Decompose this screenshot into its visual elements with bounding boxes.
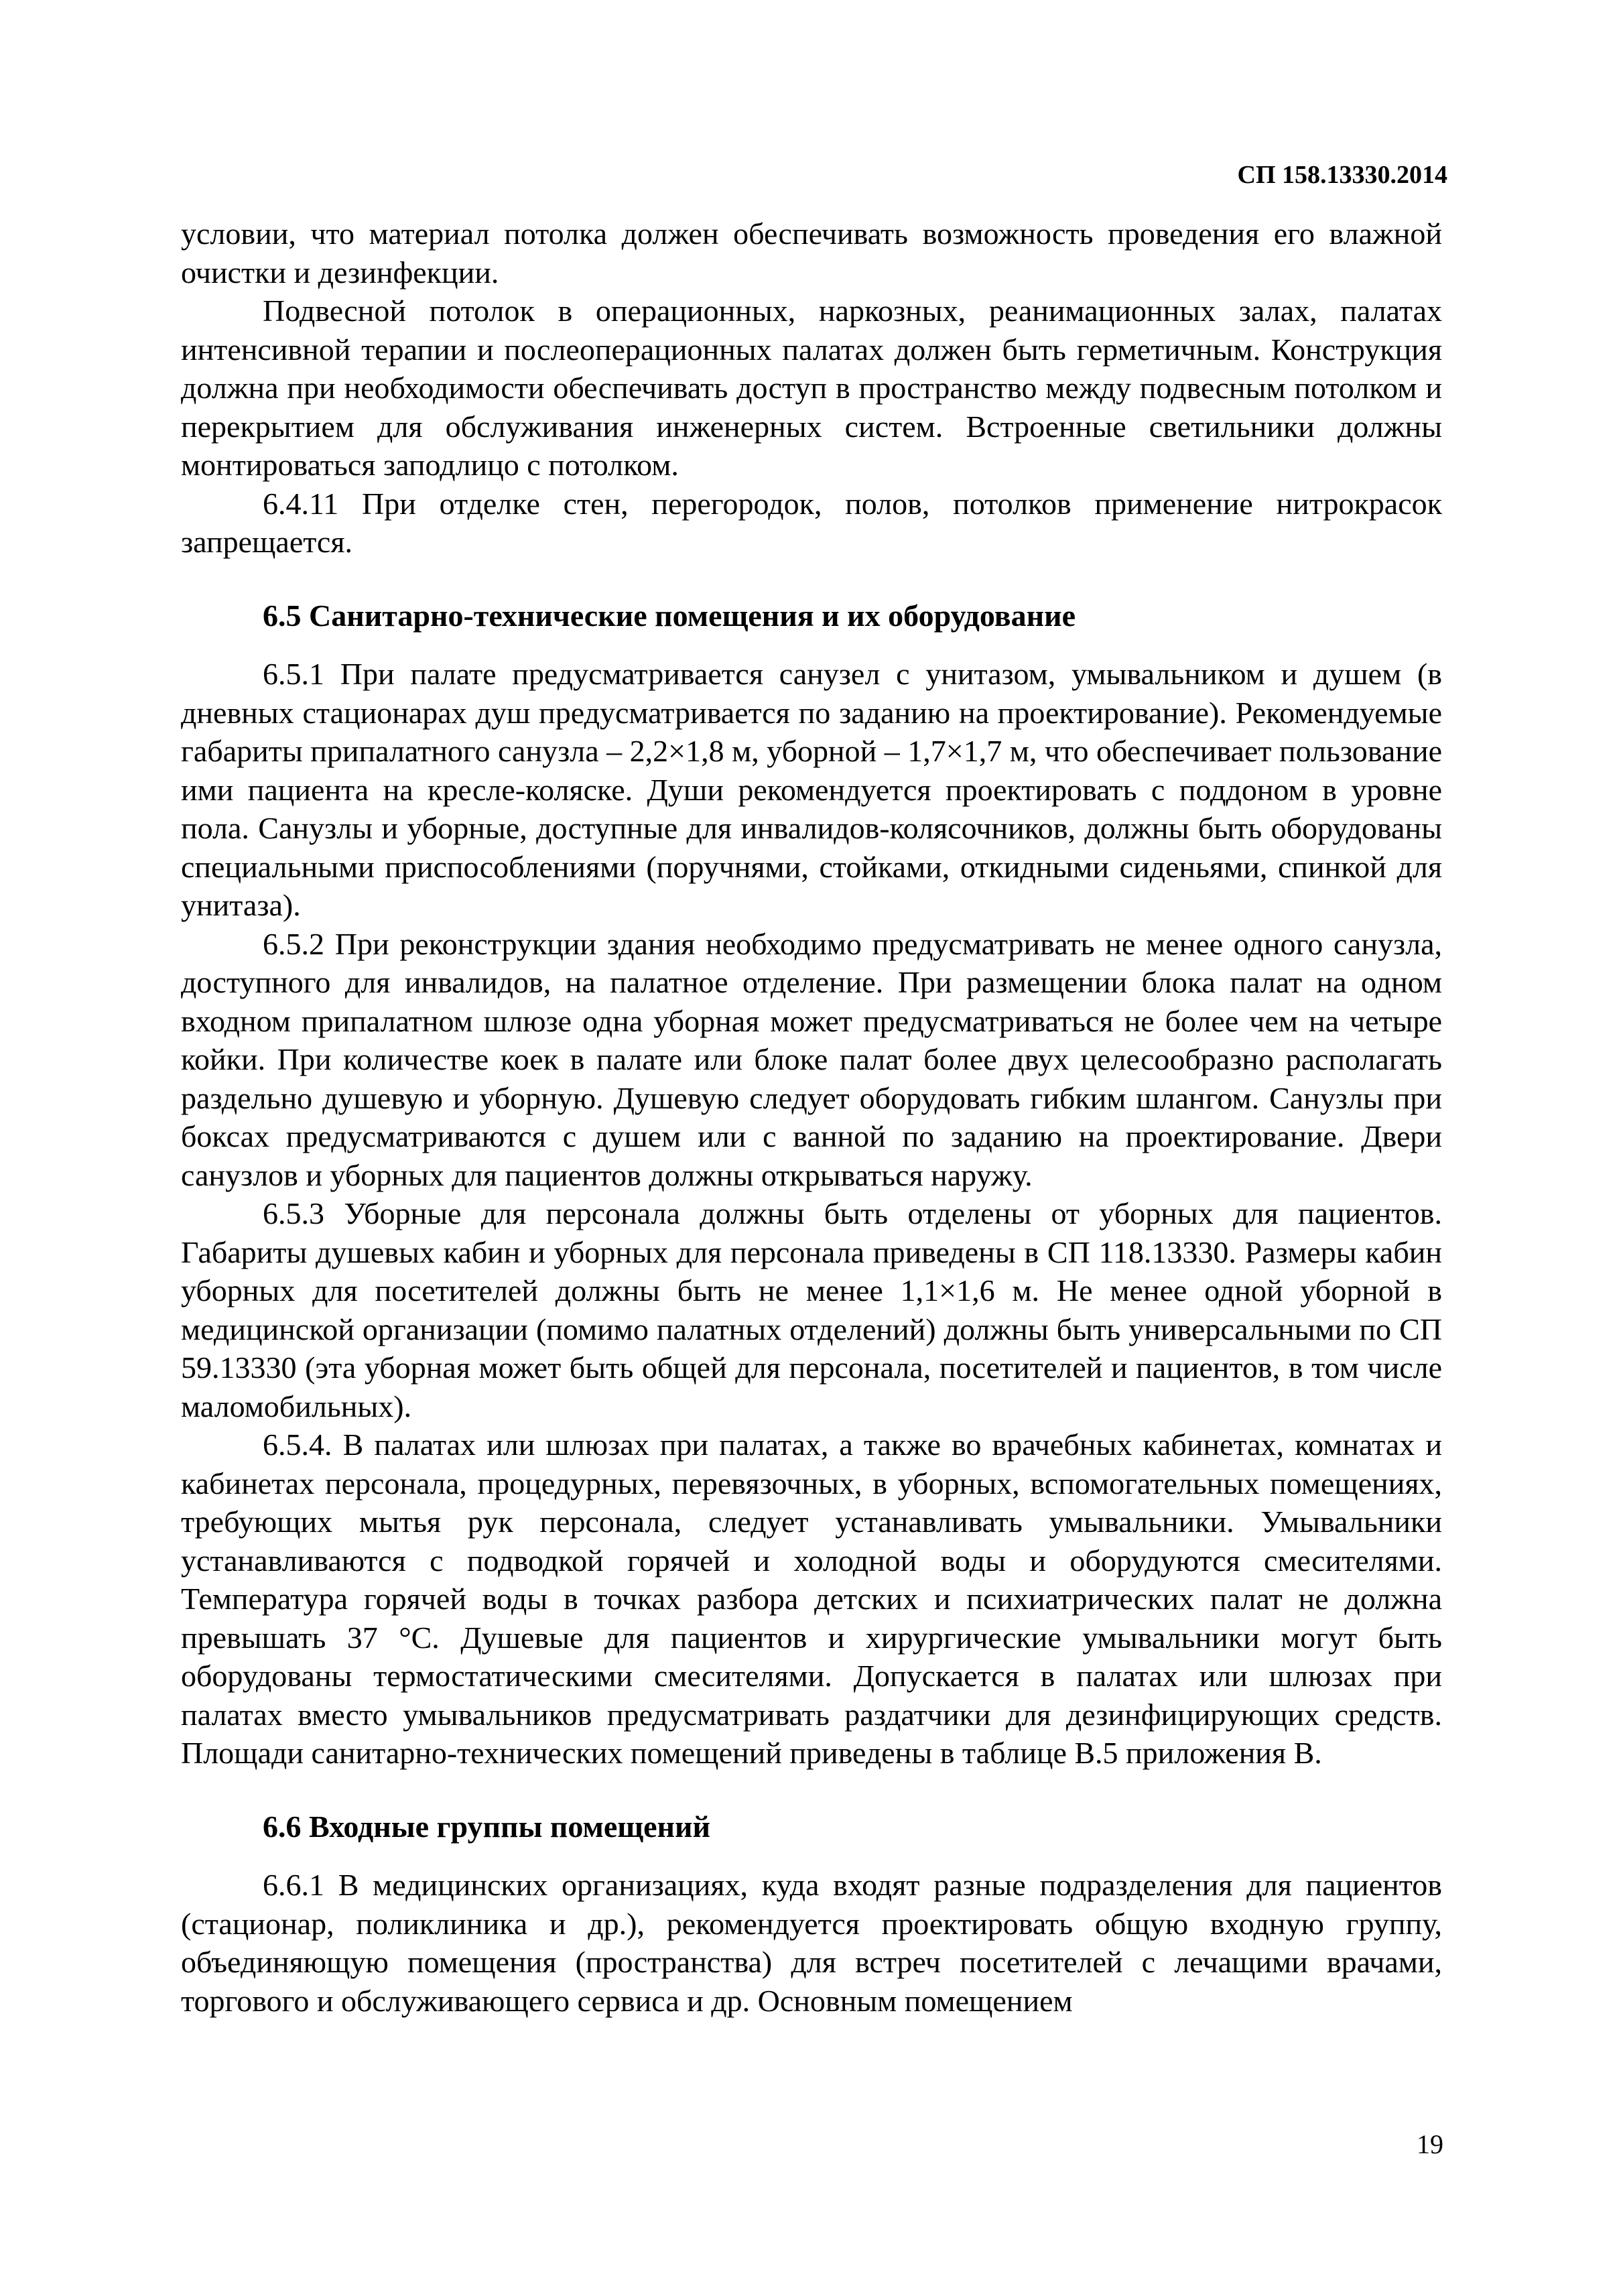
paragraph-6-5-2: 6.5.2 При реконструкции здания необходимо предусматривать не менее одного санузла, доступного для инвалидов, на палатное отделение. При размещении блока палат на одном входном припалатном шлюзе одна уборная может предусматриваться не более чем на четыре койки. При количестве коек в палате или блоке палат более двух целесообразно располагать раздельно душевую и уборную. Душевую следует оборудовать гибким шлангом. Санузлы при боксах предусматриваются с душем или с ванной по заданию на проектирование. Двери санузлов и уборных для пациентов должны открываться наружу. <box>181 926 1442 1192</box>
paragraph-suspended-ceiling: Подвесной потолок в операционных, наркозных, реанимационных залах, палатах интенсивной терапии и послеоперационных палатах должен быть герметичным. Конструкция должна при необходимости обеспечивать доступ в пространство между подвесным потолком и перекрытием для обслуживания инженерных систем. Встроенные светильники должны монтироваться заподлицо с потолком. <box>181 294 1442 482</box>
section-heading-6-5: 6.5 Санитарно-технические помещения и их оборудование <box>263 598 1076 633</box>
section-heading-6-6: 6.6 Входные группы помещений <box>263 1809 711 1844</box>
paragraph-6-5-4: 6.5.4. В палатах или шлюзах при палатах, а также во врачебных кабинетах, комнатах и кабинетах персонала, процедурных, перевязочных, в уборных, вспомогательных помещениях, требующих мытья рук персонала, следует устанавливать умывальники. Умывальники устанавливаются с подводкой горячей и холодной воды и оборудуются смесителями. Температура горячей воды в точках разбора детских и психиатрических палат не должна превышать 37 °С. Душевые для пациентов и хирургические умывальники могут быть оборудованы термостатическими смесителями. Допускается в палатах или шлюзах при палатах вместо умывальников предусматривать раздатчики для дезинфицирующих средств. Площади санитарно-технических помещений приведены в таблице В.5 приложения В. <box>181 1427 1442 1770</box>
document-body <box>181 214 1442 2020</box>
paragraph-6-6-1: 6.6.1 В медицинских организациях, куда входят разные подразделения для пациентов (стационар, поликлиника и др.), рекомендуется проектировать общую входную группу, объединяющую помещения (пространства) для встреч посетителей с лечащими врачами, торгового и обслуживающего сервиса и др. Основным помещением <box>181 1868 1442 2018</box>
paragraph-6-5-3: 6.5.3 Уборные для персонала должны быть отделены от уборных для пациентов. Габариты душевых кабин и уборных для персонала приведены в СП 118.13330. Размеры кабин уборных для посетителей должны быть не менее 1,1×1,6 м. Не менее одной уборной в медицинской организации (помимо палатных отделений) должны быть универсальными по СП 59.13330 (эта уборная может быть общей для персонала, посетителей и пациентов, в том числе маломобильных). <box>181 1196 1442 1423</box>
paragraph-6-5-1: 6.5.1 При палате предусматривается санузел с унитазом, умывальником и душем (в дневных стационарах душ предусматривается по заданию на проектирование). Рекомендуемые габариты припалатного санузла – 2,2×1,8 м, уборной – 1,7×1,7 м, что обеспечивает пользование ими пациента на кресле-коляске. Души рекомендуется проектировать с поддоном в уровне пола. Санузлы и уборные, доступные для инвалидов-колясочников, должны быть оборудованы специальными приспособлениями (поручнями, стойками, откидными сиденьями, спинкой для унитаза). <box>181 657 1442 922</box>
document-code-header: СП 158.13330.2014 <box>1237 161 1447 189</box>
page-number: 19 <box>1417 2129 1443 2159</box>
paragraph-continuation: условии, что материал потолка должен обеспечивать возможность проведения его влажной очистки и дезинфекции. <box>181 216 1442 290</box>
paragraph-6-4-11: 6.4.11 При отделке стен, перегородок, полов, потолков применение нитрокрасок запрещается. <box>181 486 1442 559</box>
